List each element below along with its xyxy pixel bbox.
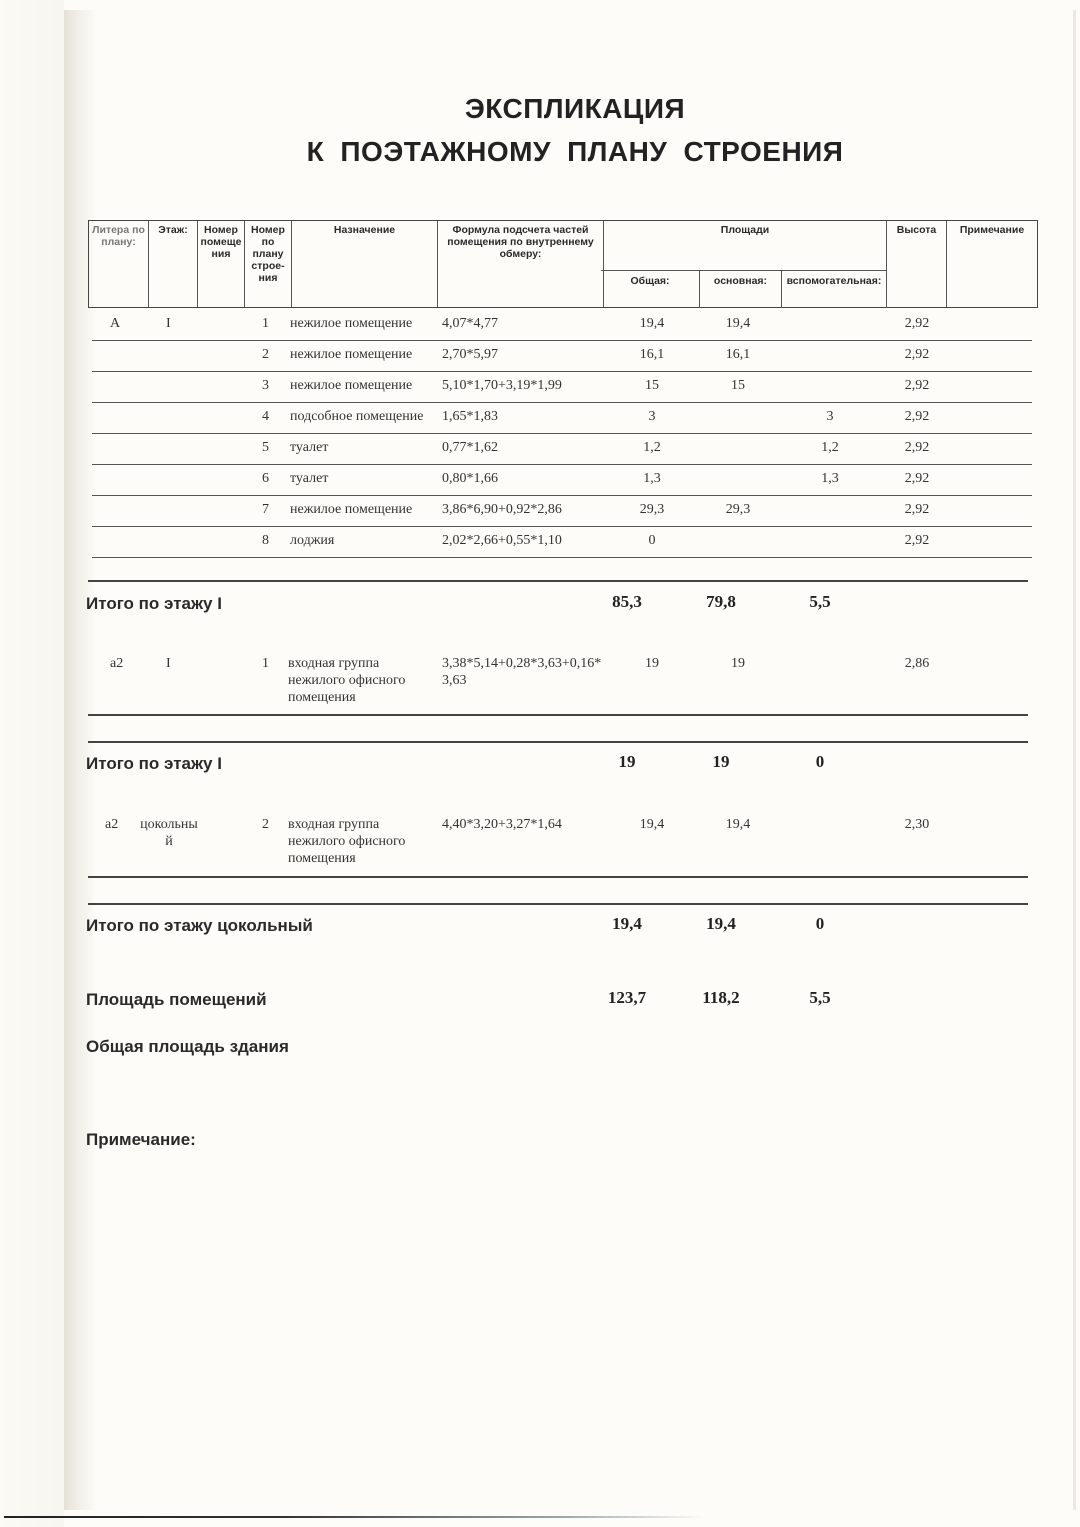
cell-number: 4 [262, 409, 269, 424]
header-height: Высота [887, 221, 947, 307]
cell-area-aux: 1,3 [821, 471, 839, 486]
table-row [92, 371, 1032, 403]
cell-purpose: подсобное помещение [290, 409, 424, 424]
cell-formula: 3,38*5,14+0,28*3,63+0,16*3,63 [442, 656, 602, 688]
table-row [92, 309, 1032, 341]
subtotal-basement [86, 914, 1036, 944]
subtotal-main: 19,4 [706, 914, 736, 933]
table-row [92, 402, 1032, 434]
cell-formula: 2,02*2,66+0,55*1,10 [442, 533, 562, 548]
building-total-area-label: Общая площадь здания [86, 1037, 289, 1056]
cell-area-main: 29,3 [725, 502, 751, 517]
cell-number: 8 [262, 533, 269, 548]
cell-floor: I [166, 656, 171, 671]
table-row [92, 464, 1032, 496]
table-row [92, 526, 1032, 558]
header-areas: Площади [604, 221, 887, 307]
page-bottom-edge [4, 1516, 704, 1518]
cell-area-total: 3 [648, 409, 656, 424]
cell-purpose: нежилое помещение [290, 347, 413, 362]
rooms-area-label: Площадь помещений [86, 990, 267, 1009]
cell-area-total: 19,4 [639, 316, 665, 331]
subtotal-total: 85,3 [612, 592, 642, 611]
subtotal-aux: 5,5 [809, 592, 831, 611]
cell-area-main: 19,4 [725, 316, 751, 331]
page-right-edge [1073, 10, 1076, 1510]
cell-area-total: 29,3 [639, 502, 665, 517]
cell-number: 2 [262, 347, 269, 362]
header-area-aux: вспомогательная: [782, 270, 887, 308]
subtotal-floor-1-a2 [86, 752, 1036, 782]
header-litera: Литера по плану: [89, 221, 149, 307]
cell-litera: а2 [110, 656, 124, 671]
cell-formula: 4,07*4,77 [442, 316, 498, 331]
cell-area-total: 1,2 [643, 440, 661, 455]
cell-number: 3 [262, 378, 269, 393]
cell-height: 2,86 [904, 656, 930, 671]
header-floor: Этаж: [149, 221, 198, 307]
cell-purpose: туалет [290, 471, 329, 486]
cell-height: 2,92 [904, 440, 930, 455]
section-divider [88, 741, 1028, 743]
cell-area-total: 0 [648, 533, 656, 548]
cell-litera: а2 [105, 817, 119, 832]
cell-number: 2 [262, 817, 269, 832]
cell-formula: 4,40*3,20+3,27*1,64 [442, 817, 562, 832]
cell-number: 6 [262, 471, 269, 486]
header-plan-number: Номер по плану строе- ния [245, 221, 292, 307]
cell-formula: 3,86*6,90+0,92*2,86 [442, 502, 562, 517]
row-divider [88, 714, 1028, 716]
rooms-area-total [86, 988, 1036, 1018]
subtotal-main: 19 [712, 752, 730, 771]
cell-area-total: 15 [645, 378, 659, 393]
cell-number: 7 [262, 502, 269, 517]
cell-area-aux: 1,2 [821, 440, 839, 455]
cell-floor: цокольный [140, 817, 198, 849]
cell-height: 2,92 [904, 316, 930, 331]
rooms-area-main-value: 118,2 [702, 988, 740, 1007]
cell-formula: 0,77*1,62 [442, 440, 498, 455]
cell-height: 2,92 [904, 533, 930, 548]
cell-purpose: туалет [290, 440, 329, 455]
cell-purpose: нежилое помещение [290, 378, 413, 393]
subtotal-total: 19 [618, 752, 636, 771]
table-row [92, 816, 1032, 876]
header-room-number: Номер помеще ния [198, 221, 245, 307]
note-label: Примечание: [86, 1130, 196, 1149]
subtotal-aux: 0 [815, 752, 825, 771]
subtotal-label: Итого по этажу I [86, 754, 222, 773]
header-note: Примечание [959, 224, 1025, 236]
cell-number: 5 [262, 440, 269, 455]
subtotal-total: 19,4 [612, 914, 642, 933]
cell-height: 2,92 [904, 409, 930, 424]
cell-area-total: 19 [645, 656, 659, 671]
subtotal-label: Итого по этажу I [86, 594, 222, 613]
cell-purpose: входная группа нежилого офисного помещения [288, 817, 406, 866]
document-title: ЭКСПЛИКАЦИЯ [464, 93, 686, 124]
cell-number: 1 [262, 316, 269, 331]
cell-area-total: 16,1 [639, 347, 665, 362]
cell-height: 2,92 [904, 502, 930, 517]
cell-height: 2,92 [904, 471, 930, 486]
cell-number: 1 [262, 656, 269, 671]
table-row [92, 433, 1032, 465]
page-binding-edge [0, 0, 64, 1527]
cell-area-main: 15 [731, 378, 745, 393]
cell-area-aux: 3 [826, 409, 834, 424]
cell-height: 2,92 [904, 378, 930, 393]
cell-area-total: 19,4 [639, 817, 665, 832]
subtotal-aux: 0 [815, 914, 825, 933]
cell-purpose: входная группа нежилого офисного помещения [288, 656, 406, 705]
rooms-area-aux-value: 5,5 [809, 988, 831, 1007]
header-purpose: Назначение [292, 221, 438, 307]
cell-area-main: 19 [731, 656, 745, 671]
table-row [92, 340, 1032, 372]
cell-height: 2,30 [904, 817, 930, 832]
cell-formula: 2,70*5,97 [442, 347, 498, 362]
header-formula: Формула подсчета частей помещения по внутреннему обмеру: [438, 221, 604, 307]
cell-area-main: 19,4 [725, 817, 751, 832]
cell-formula: 0,80*1,66 [442, 471, 498, 486]
table-row [92, 655, 1032, 715]
table-header [88, 220, 1038, 308]
rooms-area-total-value: 123,7 [607, 988, 647, 1007]
table-row [92, 495, 1032, 527]
section-divider [88, 580, 1028, 582]
cell-area-total: 1,3 [643, 471, 661, 486]
cell-area-main: 16,1 [725, 347, 751, 362]
header-area-main: основная: [700, 270, 782, 308]
cell-formula: 1,65*1,83 [442, 409, 498, 424]
cell-floor: I [166, 316, 171, 331]
subtotal-floor-1 [86, 592, 1036, 622]
cell-litera: А [110, 316, 121, 331]
subtotal-label: Итого по этажу цокольный [86, 916, 313, 935]
cell-purpose: лоджия [290, 533, 335, 548]
cell-purpose: нежилое помещение [290, 502, 413, 517]
subtotal-main: 79,8 [706, 592, 736, 611]
header-area-total: Общая: [601, 270, 700, 308]
section-divider [88, 903, 1028, 905]
document-subtitle: К ПОЭТАЖНОМУ ПЛАНУ СТРОЕНИЯ [306, 136, 844, 167]
cell-formula: 5,10*1,70+3,19*1,99 [442, 378, 562, 393]
cell-height: 2,92 [904, 347, 930, 362]
row-divider [88, 876, 1028, 878]
cell-purpose: нежилое помещение [290, 316, 413, 331]
